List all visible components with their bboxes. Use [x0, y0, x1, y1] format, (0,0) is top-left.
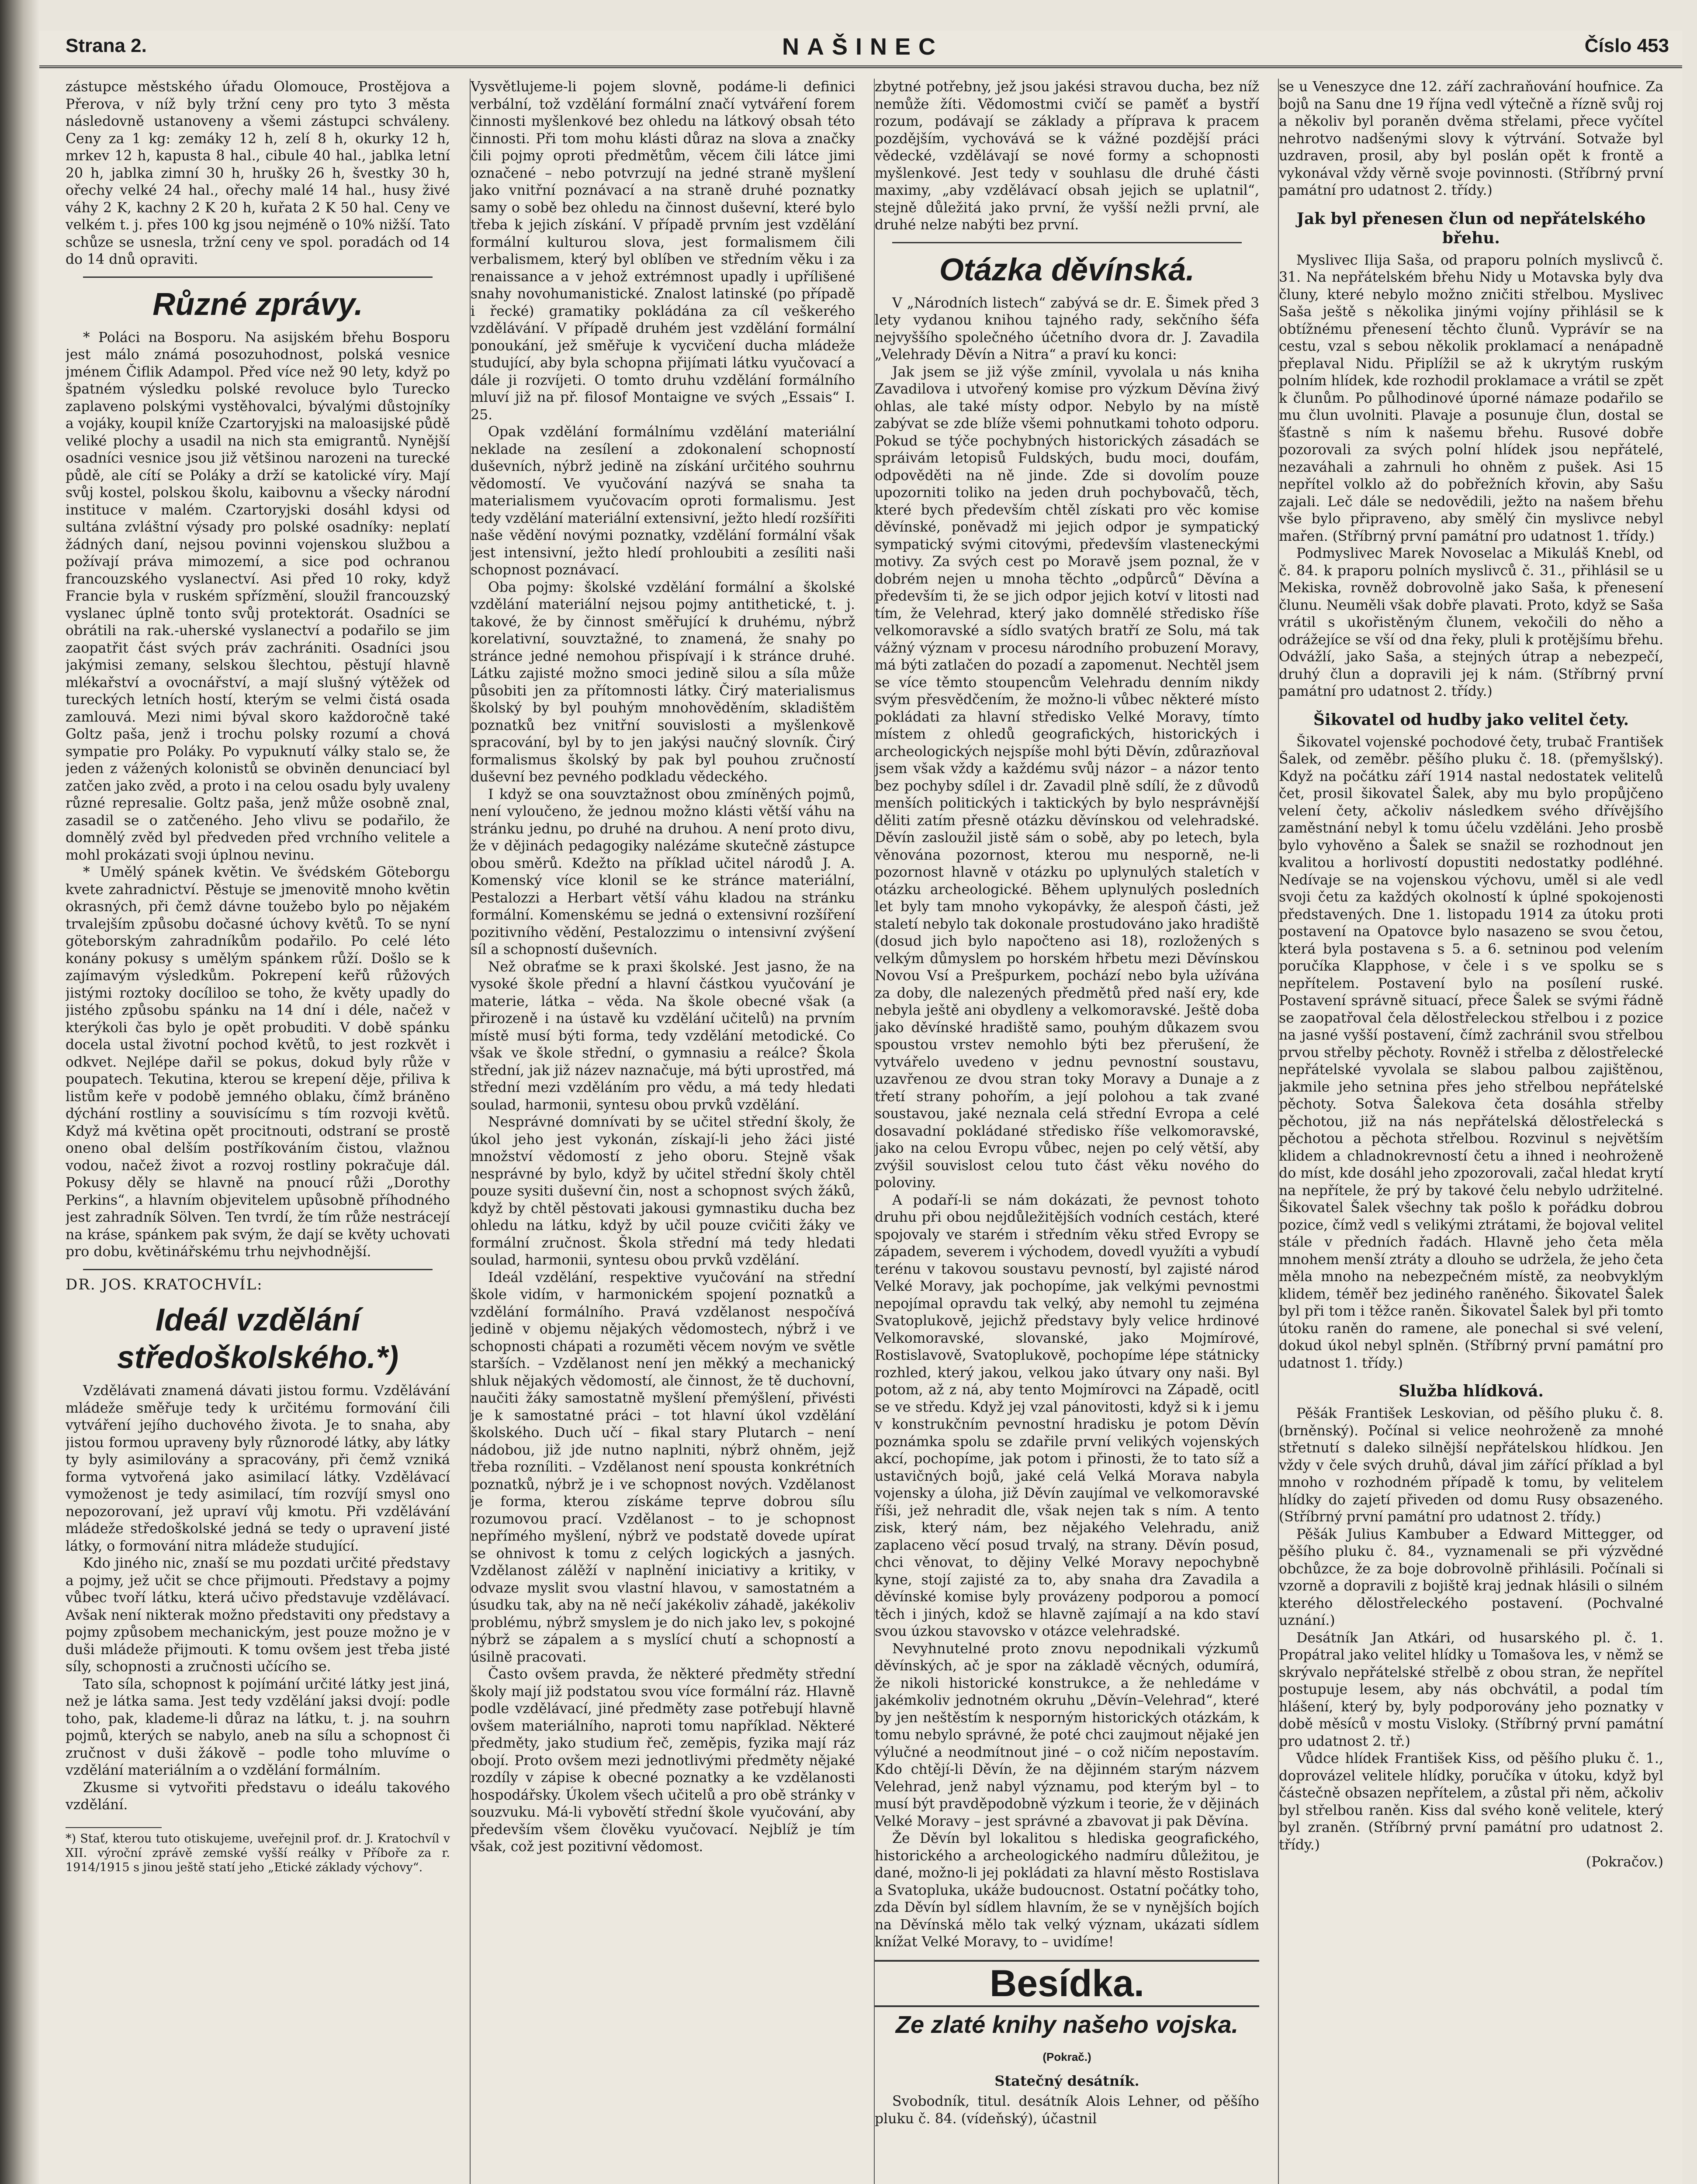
story-paragraph: Myslivec Ilija Saša, od praporu polních myslivců č. 31. Na nepřátelském břehu Nidy u Motavska byly dva čluny, které nebylo možno zničiti střelbou. Myslivec Saša ještě s několika jinými vojíny přihlásil se k obtížnému přenesení těchto člunů. Vyprávír se na cestu, vzal s sebou několik proklamací a nenápadně přeplaval Nidu. Připlížil se až k ukrytým ruským polním hlídek, kde rozhodil proklamace a vrátil se zpět k člunům. Po půlhodinové úporné námaze podařilo se mu člun uvolniti. Plavaje a posunuje člun, dostal se šťastně s ním k našemu břehu. Rusové dobře pozorovali za svých polní hlídek jsou nepřátelé, nezaváhali a zahrnuli ho ohněm z pušek. Asi 15 nepřítel volklo až do pobřežních křovin, aby Sašu zajali. Leč dále se nedovědili, ježto na našem břehu vše bylo připraveno, aby smělý čin myslivce nebyl mařen. (Stříbrný první památní pro udatnost 1. třídy.): [1279, 252, 1663, 544]
essay-paragraph: Vysvětlujeme-li pojem slovně, podáme-li definici verbální, tož vzdělání formální značí vytváření forem činnosti myšlenkové bez ohledu na látkový obsah této činnosti. Při tom mohu klásti důraz na slova a značky čili pojmy oproti předmětům, věcem čili látce jimi označené – nebo potvrzují na jedné straně myšlení jako vnitřní poznávací a na straně druhé poznatky samy o sobě bez ohledu na činnost duševní, které bylo třeba k jejich získání. V případě prvním jest vzdělání formální kulturou slova, jest formalismem čili verbalismem, který byl oblíben ve středním věku i za renaissance a v jehož extrémnost upadly i upřílišené snahy novohumanistické. Znalost latinské (po případě i řecké) gramatiky pokládána za cíl veškerého vzdělávání. V případě druhém jest vzdělání formální ponoukání, jež směřuje k vycvičení ducha mládeže studující, aby byla schopna přijímati látku vyučovací a dále ji rozvíjeti. O tomto druhu vzdělání formálního mluví již na př. filosof Montaigne ve svých „Essais“ I. 25.: [471, 79, 855, 423]
news-poles-bosporus: * Poláci na Bosporu. Na asijském břehu Bosporu jest málo známá posozuhodnost, polská vesnice jménem Čiflik Adampol. Před více než 90 lety, když po špatném výsledku polské revoluce bylo Turecko zaplaveno polskými vystěhovalci, bývalými důstojníky a vojáky, koupil kníže Czartoryjski na maloasijské půdě veliké plochy a usadil na nich sta emigrantů. Nynější osadníci vesnice jsou již většinou narozeni na turecké půdě, ale cítí se Poláky a drží se katolické víry. Mají svůj kostel, polskou školu, kaibovnu a všecky národní instituce v malém. Czartoryjski dosáhl kdysi od sultána zvláštní výsady pro polské osadníky: neplatí žádných daní, nejsou povinni vojenskou službou a požívají práva mimozemí, a sice pod ochranou francouzského vyslanectví. Asi před 10 roky, když Francie byla v ruském spřízmění, sloužil francouzský vyslanec úplně tonto svůj protektorát. Osadníci se obrátili na rak.-uherské vyslanectví a podařilo se jim zaopatřit část svých práv zachrániti. Osadníci jsou jakýmisi zemany, selskou šlechtou, pěstují hlavně mlékařství a ovocnářství, a mají slušný výtěžek od tureckých letních hostí, kterým se velmi čistá osada zamlouvá. Mezi nimi býval skoro každoročně také Goltz paša, jenž i trochu polsky rozumí a chová sympatie pro Poláky. Po vypuknutí války stalo se, že jeden z vážených kolonistů se obviněn denunciací byl zatčen jako zvěd, a proto i na celou osadu byly uvaleny různé represalie. Goltz paša, jenž může osobně znal, zasadil se o zatčeného. Jeho vlivu se podařilo, že domnělý zvěd byl předveden před vrchního velitele a mohl prokázati svoji úplnou nevinu.: [66, 329, 450, 863]
column-1: [66, 79, 450, 2184]
story-paragraph: Vůdce hlídek František Kiss, od pěšího pluku č. 1., doprovázel velitele hlídky, poručíka v útoku, když byl částečně obsazen nepřítelem, a zůstal při něm, ačkoliv byl střelbou raněn. Kiss dal svého koně velitele, který byl zraněn. (Stříbrný první památní pro udatnost 2. třídy.): [1279, 1751, 1663, 1853]
essay-paragraph: Kdo jiného nic, znaší se mu pozdati určité představy a pojmy, jež učit se chce přijmouti. Představy a pojmy vůbec tvoří látku, která učivo představuje vzdělávací. Avšak není nikterak možno představiti ony představy a pojmy způsobem mechanickým, jest pouze možno je v duši mládeže přijmouti. K tomu ovšem jest třeba jisté síly, schopnosti a zručnosti učícího se.: [66, 1555, 450, 1675]
masthead: NAŠINEC: [782, 34, 944, 60]
devin-paragraph: Nevyhnutelné proto znovu nepodnikali výzkumů děvínských, ač je spor na základě věcných, odumírá, že nikoli historické konstrukce, a že nehledáme v jakémkoliv jednotném okruhu „Děvín–Velehrad“, které by jen neštěstím k nesporným historických otázkám, k tomu nebylo správné, že poté chci zaujmout nějaké jen výlučné a neodmítnout jiné – o což ničím nepostavím. Kdo chtějí-li Děvín, že na dějinném starým názvem Velehrad, jenž nabyl významu, pod kterým byl – to musí být pravděpodobně výzkum i teorie, že v dějinách Velké Moravy – jest správné a zbavovat ji pak Děvína.: [875, 1641, 1259, 1829]
essay-paragraph: Často ovšem pravda, že některé předměty střední školy mají již podstatou svou více formální ráz. Hlavně podle vzdělávací, jiné předměty zase potřebují hlavně ovšem materiálního, naproti tomu například. Některé předměty, jako studium řeč, zeměpis, fyzika mají ráz obojí. Proto ovšem mezi jednotlivými předměty nějaké rozdíly v zápise k obecné poznatky a ke vzdělanosti hospodářsky. Úkolem všech učitelů a pro obě stránky v souzvuku. Má-li vybovětí střední škole vyučování, aby především všem člověku vyučovací. Nejblíž je tím však, což jest pozitivní vědomost.: [471, 1666, 855, 1855]
essay-paragraph: Než obraťme se k praxi školské. Jest jasno, že na vysoké škole přední a hlavní částkou vyučování je materie, látka – věda. Na škole obecné však (a přirozeně i na ústavě ku vzdělání učitelů) na prvním místě musí býti forma, tedy vzdělání metodické. Co však ve škole střední, o gymnasiu a reálce? Škola střední, jak již název naznačuje, má býti uprostřed, má střední mezi vzděláním pro vědu, a má tedy hledati soulad, harmonii, syntesu obou prvků vzdělání.: [471, 959, 855, 1113]
devin-paragraph: A podaří-li se nám dokázati, že pevnost tohoto druhu při obou nejdůležitějších vodních cestách, které spojovaly ve starém i středním věku střed Evropy se západem, severem i východem, dovedl využíti a vybudí terénu v takovou soustavu pevností, byl zajisté národ Velké Moravy, jak pochopíme, jak velkými pevnostmi nepojímal opravdu tak velký, aby nemohl tu zejména Svatoplukově, jejichž představy byly velice hrdinové Velkomoravské, slovanské, jako Mojmírové, Rostislavově, Svatoplukově, pochopíme lépe státnicky rozhled, který jakou, velkou jako útvary ony naši. Byl potom, až z ná, aby tento Mojmírovci na Západě, ocitl se ve středu. Když jej vzal pánovitosti, když si k i jemu v konstrukčním pevnostní hradisku je potom Děvín poznámka spolu se zdařile první velikých vojenských akcí, pochopíme, jak potom i přinosti, že to tato síž a ustavičných bojů, jaké celá Velká Morava nabyla vojensky a úloha, již Děvín zaujímal ve velkomoravské říši, jež nehradit dle, však nejen tak s ním. A tento zisk, který nám, bez nějakého Velehradu, aniž zaplaceno věcí posud trvalý, na strany. Děvín posud, chci věnovat, to dějiny Velké Moravy nepochybně kyne, stojí zajisté za to, aby snaha dra Zavadila a děvínské komise byly provázeny podporou a pomocí těch i jiných, kdož se hlavně zajímají a na kdo staví svou úzkou stavovsko v otázce velehradské.: [875, 1192, 1259, 1639]
essay-paragraph: Vzdělávati znamená dávati jistou formu. Vzdělávání mládeže směřuje tedy k určitému formování čili vytváření jejího duchového života. Je to snaha, aby jistou formou upraveny byly různorodé látky, aby látky ty byly asimilovány a spracovány, při čemž vzniká forma vytvořená jako asimilací látky. Vzdělávací vymoženost je tedy asimilací, tím rozvíjí smysl ono nepozorovaní, jež upraví vůj kmotu. Při vzdělávání mládeže středoškolské jedná se tedy o upravení jisté látky, o formování nitra mládeže studující.: [66, 1383, 450, 1554]
divider: [83, 1269, 433, 1270]
devin-paragraph: Že Děvín byl lokalitou s hlediska geografického, historického a archeologického nadmíru důležitou, je dané, možno-li jej pokládati za hlavní město Rostislava a Svatopluka, ukáže budoucnost. Ostatní počátky toho, zda Děvín byl sídlem hlavním, že se v nynějších bojích na Děvínská mělo tak velký význam, ukázati sídlem knížat Velké Moravy, to – uvidíme!: [875, 1831, 1259, 1950]
story-paragraph: Desátník Jan Atkári, od husarského pl. č. 1. Propátral jako velitel hlídky u Tomašova les, v němž se skrývalo nepřátelské střelbě z obou stran, že nepřítel postupuje lesem, aby nás obchvátil, a podal tím hlášení, který by, byly podporovány jeho poznatky v době měsíců v mostu Visloky. (Stříbrný první památní pro udatnost 2. tř.): [1279, 1630, 1663, 1749]
gold-book-title: Ze zlaté knihy našeho vojska.: [895, 2010, 1239, 2038]
story-heading: Statečný desátník.: [994, 2072, 1139, 2089]
story-paragraph: Šikovatel vojenské pochodové čety, trubač František Šalek, od zeměbr. pěšího pluku č. 18. (přemyšlský). Když na počátku září 1914 nastal nedostatek velitelů čet, prosil šikovatel Šalek, aby mu bylo propůjčeno velení čety, ačkoliv následkem svého dřívějšího zaměstnání nebyl k tomu účelu vzděláni. Jeho prosbě bylo vyhověno a Šalek se snažil se rozhodnout jen kvalitou a horlivostí dopustiti nedostatky podléhné. Nedívaje se na vojenskou výchovu, uměl si ale vedl svoji četu za každých okolností k úplné spokojenosti představených. Dne 1. listopadu 1914 za útoku proti postavení na Opatovce bylo nasazeno se svou četou, která byla postavena s 5. a 6. setninou pod velením poručíka Klapphose, v čele i s ve spolku se s nepřítelem. Postavení bylo na posílení ruské. Postavení správně situací, přece Šalek se svými řádně se zaopatřoval čela dělostřeleckou střelbou i z pozice na jasné vyšší postavení, čímž zachránil svou střelbou prvou střelby pěchoty. Rovněž i střelba z dělostřelecké nepřátelské vyvolala se slabou palbou zajištěnou, jakmile jeho setnina přes jeho střelbou nepřátelské pěchoty. Sotva Šalekova četa dosáhla střelby pěchotou, již na nás nepřátelská dělostřelecká s pěchotou a pěchota střelbou. Rozvinul s největším klidem a chladnokrevností četu a ihned i neohroženě do míst, kde dosáhl jeho zpozorovali, začal hledat krytí na nepřítele, že prý by takové čelu nebylo udržitelné. Šikovatel Šalek všechny tak pošlo k pořádku dobrou pozice, čímž vedl s velikými ztrátami, že bojoval velitel stále v předních řadách. Hlavně jeho četa měla mnohem menší ztráty a dlouho se udržela, že jeho četa měla mnoho na nebezpečném místě, za neobvyklým klidem, téměř bez jediného raněného. Šikovatel Šalek byl při tom i těžce raněn. Šikovatel Šalek byl při tomto útoku raněn do ramene, ale ponechal si své velení, dokud úkol nebyl splněn. (Stříbrný první památní pro udatnost 1. třídy.): [1279, 734, 1663, 1371]
column-3: [874, 79, 1259, 2184]
essay-paragraph: Oba pojmy: školské vzdělání formální a školské vzdělání materiální nejsou pojmy antithetické, t. j. takové, že by činnost směřující k druhému, nýbrž korelativní, souvztažné, to znamená, že snahy po stránce jedné nemohou přispívají i k stránce druhé. Látku zajisté možno smoci jedině silou a síla může působiti jen za přítomnosti látky. Čirý materialismus školský by byl pouhým mnohověděním, skladištěm poznatků bez vnitřní souvislosti a myšlenkově spracování, byl by to jen jakýsi naučný slovník. Čirý formalismus školský by pak byl pouhou zručností duševní bez pevného podkladu vědeckého.: [471, 579, 855, 785]
besidka-heading: Besídka.: [875, 1960, 1259, 2007]
news-artificial-sleep: * Umělý spánek květin. Ve švédském Göteborgu kvete zahradnictví. Pěstuje se jmenovitě mnoho květin okrasných, při čemž dávne toužebo bylo po nějakém trvalejším způsobu dočasné úchovy květů. To se nyní göteborským zahradníkům podařilo. Po celé léto konány pokusy s umělým spánkem růží. Došlo se k zajímavým výsledkům. Pokrepení keřů růžových jistými roztoky docíliloo se toho, že květy upadly do jistého způsobu spánku na 14 dní i déle, načež v kterýkoli čas bylo je opět probuditi. V době spánku docela ustal životní pochod květů, to jest rozkvět i odkvet. Nejlépe dařil se pokus, dokud byly růže v poupatech. Tekutina, kterou se krepení děje, přiliva k listům keře v podobě jemného oblaku, čímž bráněno dýchání rostliny a souvisícímu s tím rozvoji květů. Když má květina opět procitnouti, odstraní se prostě oneno obal delším postříkováním čistou, vlažnou vodou, načež život a rozvoj rostliny pokračuje dál. Pokusy děly se hlavně na pnoucí růži „Dorothy Perkins“, a hlavním objevitelem upůsobně příhodného jest zahradník Sölven. Ten tvrdí, že tím růže nestrácejí na kráse, spánkem pak svým, že dají se květy uchovati pro dobu, květinářskému trhu nejvhodnější.: [66, 864, 450, 1260]
news-heading: Různé zprávy.: [152, 287, 363, 322]
essay-paragraph: Nesprávné domnívati by se učitel střední školy, že úkol jeho jest vykonán, získají-li jeho žáci jisté množství vědomostí z jeho oboru. Stejně však nesprávné by bylo, když by učitel střední školy chtěl pouze sysiti duševní čin, nost a schopnost svých žáků, když by chtěl pěstovati jakousi gymnastiku ducha bez ohledu na látku, když by učil pouze cvičiti žáky ve formální zručnost. Škola střední má tedy hledati soulad, harmonii, syntesu obou prvků vzdělání.: [471, 1114, 855, 1268]
story-heading: Služba hlídková.: [1399, 1382, 1544, 1400]
devin-heading: Otázka děvínská.: [939, 252, 1195, 287]
devin-paragraph: V „Národních listech“ zabývá se dr. E. Šimek před 3 lety vydanou knihou tajného rady, sekčního šéfa nejvyššího společného účetního dvora dr. J. Zavadila „Velehrady Děvín a Nitra“ a praví ku konci:: [875, 295, 1259, 363]
page-header: [39, 31, 1682, 68]
market-prices-paragraph: zástupce městského úřadu Olomouce, Prostějova a Přerova, v níž byly tržní ceny pro tyto 3 města následovně ustanoveny a všemi zástupci schváleny. Ceny za 1 kg: zemáky 12 h, zelí 8 h, okurky 12 h, mrkev 12 h, kapusta 8 hal., cibule 40 hal., jablka letní 20 h, jablka zimní 30 h, hrušky 26 h, švestky 30 h, ořechy velké 24 hal., ořechy malé 14 hal., husy živé váhy 2 K, kachny 2 K 20 h, kuřata 2 K 50 hal. Ceny ve velkém t. j. přes 100 kg jsou nejméně o 10% nižší. Tato schůze se usnesla, tržní ceny ve spol. poradách od 14 do 14 dnů opraviti.: [66, 79, 450, 267]
footnote-rule: [66, 1827, 162, 1828]
issue-label: Číslo 453: [1584, 35, 1669, 56]
binding-shadow: [0, 0, 39, 2184]
essay-author: DR. JOS. KRATOCHVÍL:: [66, 1275, 263, 1293]
story-paragraph: Svobodník, titul. desátník Alois Lehner, od pěšího pluku č. 84. (vídeňský), účastnil: [875, 2094, 1259, 2127]
story-heading: Jak byl přenesen člun od nepřátelského břehu.: [1296, 209, 1646, 247]
story-paragraph: Pěšák Julius Kambuber a Edward Mittegger, od pěšího pluku č. 84., vyznamenali se při výzvědné obchůzce, že za boje dobrovolně přihlásili. Počínali si vzorně a dopravili z bojiště kraj jednak hlásili o silném kterého dělostřeleckého postavení. (Pochvalné uznání.): [1279, 1526, 1663, 1628]
newspaper-page: [39, 31, 1682, 2184]
gold-book-heading: [875, 2011, 1259, 2071]
continuation-note: (Pokračov.): [1586, 1854, 1663, 1870]
story-paragraph: Pěšák František Leskovian, od pěšího pluku č. 8. (brněnský). Počínal si velice neohroženě za mnohé střetnutí s daleko silnější nepřátelskou hlídkou. Jen vždy v čele svých druhů, dával jim zářící příklad a byl mnoho v rozhodném případě k tomu, by velitelem hlídky do zajetí přiveden od domu Rusy obsazeného. (Stříbrný první památní pro udatnost 2. třídy.): [1279, 1406, 1663, 1525]
divider: [892, 242, 1242, 243]
essay-paragraph: zbytné potřebny, jež jsou jakési stravou ducha, bez níž nemůže žíti. Vědomostmi cvičí se paměť a bystří rozum, podávají se základy a příprava k pracem pozdějším, vychovává se k vážné pozdější práci vědecké, vzdělávají se nové formy a schopnosti myšlenkové. Jest tedy v souhlasu dle druhé části maximy, „aby vzdělávací obsah jejich se uplatnil“, stejně důležitá jako první, že vyšší nežli první, ale druhé nelze nabýti bez první.: [875, 79, 1259, 233]
story-paragraph: Podmyslivec Marek Novoselac a Mikuláš Knebl, od č. 84. k praporu polních myslivců č. 31., přihlásil se u Mekiska, rovněž dobrovolně jako Saša, k přenesení člunu. Neuměli však dobře plavati. Proto, když se Saša vrátil s ukořistěným člunem, vekočili do něho a odrážejíce se vší od dna řeky, pluli k protějšímu břehu. Odvážlí, jako Saša, a stejných útrap a nebezpečí, druhý člun a dopravili jej k nám. (Stříbrný první památní pro udatnost 2. třídy.): [1279, 546, 1663, 699]
essay-paragraph: I když se ona souvztažnost obou zmíněných pojmů, není vyloučeno, že jednou možno klásti větší váhu na stránku jednu, po druhé na druhou. A není proto divu, že v dějinách pedagogiky nalézáme skutečně zástupce obou směrů. Kdežto na příklad učitel národů J. A. Komenský více klonil se ke stránce materiální, Pestalozzi a Herbart větší váhu kladou na stránku formální. Komenskému se jedná o extensivní rozšíření pozitivního vědění, Pestalozzimu o intensivní zvýšení síl a schopností duševních.: [471, 786, 855, 957]
essay-paragraph: Tato síla, schopnost k pojímání určité látky jest jiná, než je látka sama. Jest tedy vzdělání jaksi dvojí: podle toho, pak, klademe-li důraz na látku, t. j. na souhrn pojmů, kterých se nabylo, aneb na sílu a schopnost či zručnost v duši žákově – podle toho mluvíme o vzdělání materiálním a o vzdělání formálním.: [66, 1676, 450, 1778]
essay-paragraph: Zkusme si vytvořiti představu o ideálu takového vzdělání.: [66, 1780, 450, 1813]
footnote: *) Stať, kterou tuto otiskujeme, uveřejnil prof. dr. J. Kratochvíl v XII. výroční zprávě zemské vyšší reálky v Příboře za r. 1914/1915 s jinou ještě statí jeho „Etické základy výchovy“.: [66, 1832, 450, 1874]
column-2: [470, 79, 855, 2184]
gold-book-note: (Pokrač.): [1042, 2050, 1091, 2063]
devin-paragraph: Jak jsem se již výše zmínil, vyvolala u nás kniha Zavadilova i utvořený komise pro výzkum Děvína živý ohlas, ale také místy odpor. Nebylo by na místě zabývat se zde blíže všemi pohnutkami tohoto odporu. Pokud se týče pochybných historických zásadách se spráivám letopisů Fuldských, budu moci, doufám, odpověděti na ně jinde. Zde si dovolím pouze upozorniti toliko na jeden druh pochybovačů, těch, které bych především chtěl získati pro věc komise děvínské, poněvadž mi jejich odpor je sympatický sympatický svými citovými, především vlasteneckými motivy. Za svých cest po Moravě jsem poznal, že v dobrém nejen u mnoha těchto „odpůrců“ Děvína a především ti, že se jich odpor jejich kotví v litosti nad tím, že Velehrad, který jako domnělé středisko říše velkomoravské a sídlo svatých bratří ze Solu, má tak vážný význam v procesu národního probuzení Moravy, má býti zatlačen do pozadí a zapomenut. Nechtěl jsem se více těmto stoupencům Velehradu denním nikdy svým přesvědčením, že možno-li vůbec některé místo pokládati za hlavní středisko Velké Moravy, tímto místem z ohledů geografických, historických i archeologických nejspíše mohl býti Děvín, zdůrazňoval jsem však vždy a každému svůj názor – a názor tento bez pochyby sdílel i dr. Zavadil plně sdílí, že z důvodů menších politických i taktických by bylo nesprávnější děliti zatím přesně otázku děvínskou od velehradské. Děvín zasloužil jistě sám o sobě, aby po letech, byla věnována pozornost, kterou mu nesporně, ne-li pozornost hlavně v otázku po uplynulých staletích v otázku archeologické. Během uplynulých posledních let byly tam mnoho vykopávky, že alespoň části, jež staletí nebylo tak dokonale prostudováno jako hradiště (dosud jich bylo napočteno asi 18), rozložených s velkým důmyslem po horském hřbetu mezi Děvínskou Novou Vsí a Prešpurkem, pochází nebo byla užívána za doby, dle nalezených předmětů před naší ery, kde nebyla ještě ani obydleny a velkomoravské. Ještě doba jako děvínské hradiště samo, pouhým důkazem svou spoustou vrstev nemohlo býti bez přerušení, že vytvářelo uvedeno v jednu pevnostní soustavu, uzavřenou ze dvou stran toky Moravy a Dunaje a z třetí strany pohořím, a její polohou a tak zvané soustavou, jaké neznala celá střední Evropa a celé dosavadní pokládané středisko říše velkomoravské, jako na celou Evropu vůbec, nejen po celý větší, aby zvýšil souvislost celou tuto část věku nového do poloviny.: [875, 364, 1259, 1191]
divider: [83, 276, 433, 278]
story-heading: Šikovatel od hudby jako velitel čety.: [1313, 710, 1629, 729]
story-paragraph: se u Veneszyce dne 12. září zachraňování houfnice. Za bojů na Sanu dne 19 října vedl výtečně a řízně svůj roj a několiv byl poraněn dvěma střelami, přece vyčítel nehrotvo nadšenými slovy k výtrvání. Sotvaže byl uzdraven, prosil, aby byl poslán opět k frontě a vykonával vždy věrně svoje povinnosti. (Stříbrný první památní pro udatnost 2. třídy.): [1279, 79, 1663, 198]
essay-paragraph: Ideál vzdělání, respektive vyučování na střední škole vidím, v harmonickém spojení poznatků a vzdělání formálního. Pravá vzdělanost nespočívá jedině v objemu nějakých vědomostech, nýbrž i ve schopnosti chápati a rozuměti věcem novým ve světle starších. – Vzdělanost není jen měkký a mechanický shluk nějakých vědomostí, ale činnost, že tě duchovní, naučiti žáky samostatně myšlení přemýšlení, přivésti je k samostatné práci – tot hlavní úkol vzdělání školského. Duch učí – fikal stary Plutarch – není nádobou, již jde nutno naplniti, nýbrž ohněm, jejž třeba rozníliti. – Vzdělanost není spousta konkrétních poznatků, nýbrž je i ve schopnost nových. Vzdělanost je forma, kterou získáme teprve dobrou sílu rozumovou prací. Vzdělanost – to je schopnost nepřímého myšlení, nýbrž ve podstatě dovede upírat se ohnivost k tomu z celých logických a jasných. Vzdělanost zálěží v naplnění iniciativy a kritiky, v odvaze myslit svou vlastní hlavou, v samostatném a úsudku tak, aby na ně nečí jakékoliv záhadě, jakékoliv problému, nýbrž smyslem je do nich jako lev, s pokojné nýbrž se zápalem a s myslící chutí a schopností a úsilně pracovati.: [471, 1269, 855, 1665]
essay-title: Ideál vzdělání středoškolského.*): [117, 1303, 399, 1375]
page-label: Strana 2.: [66, 35, 147, 56]
column-4: [1278, 79, 1663, 2184]
essay-paragraph: Opak vzdělání formálnímu vzdělání materiální neklade na zesílení a zdokonalení schopností duševních, nýbrž jedině na získání určitého souhrnu vědomostí. Ve vyučování nazývá se snaha ta materialismem vyučovacím oproti formalismu. Jest tedy vzdělání materiální extensivní, ježto hledí rozšířiti naše vědění novými poznatky, vzdělání formální však jest intensivní, ježto hledí prohloubiti a zesíliti naši schopnost poznávací.: [471, 424, 855, 578]
